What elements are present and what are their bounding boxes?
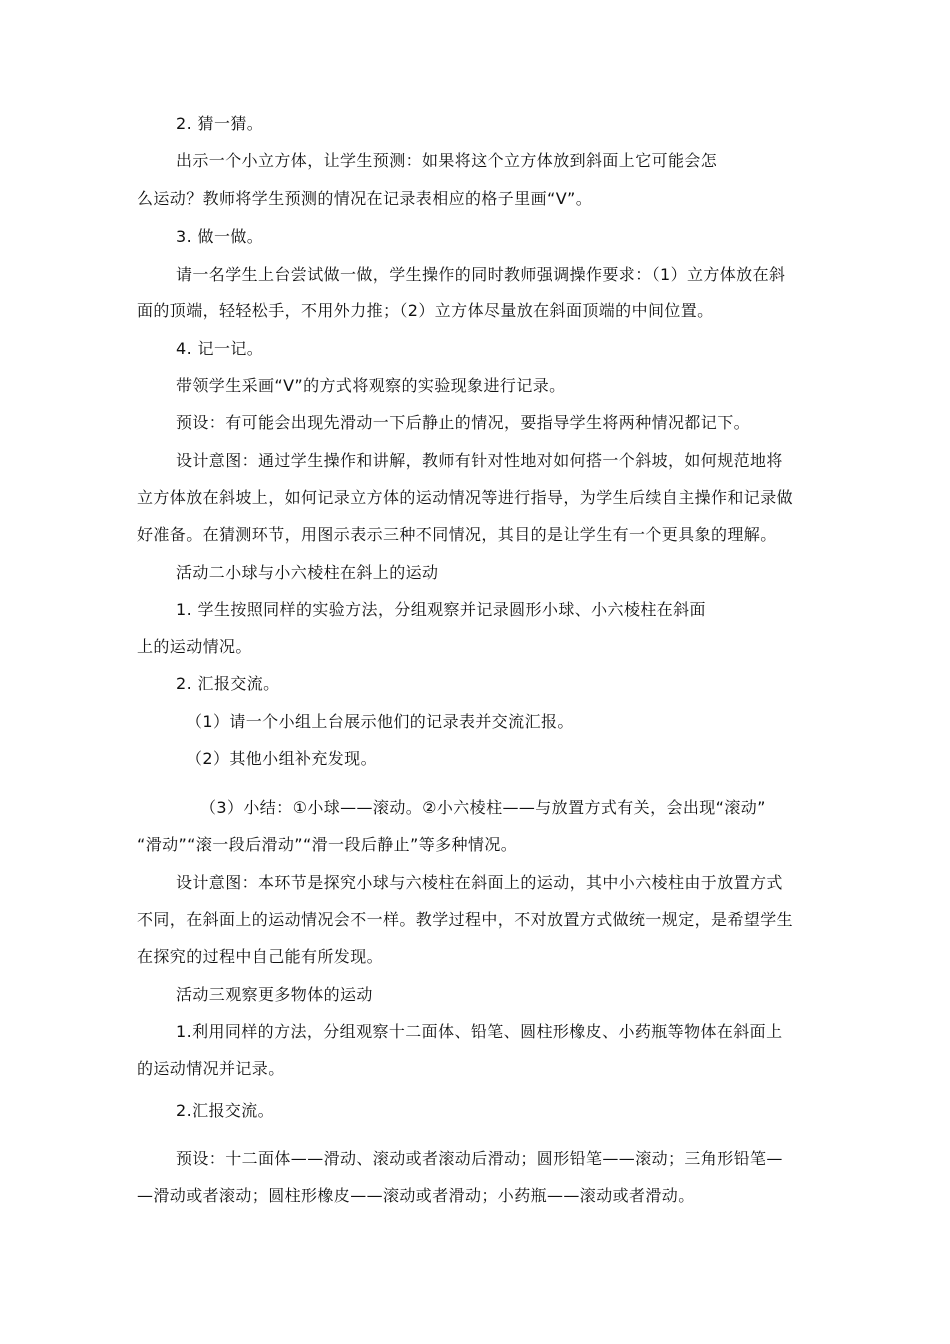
paragraph-line: 么运动？教师将学生预测的情况在记录表相应的格子里画“V”。 <box>137 189 593 208</box>
step-heading: 2. 汇报交流。 <box>176 674 280 693</box>
paragraph-line: 立方体放在斜坡上，如何记录立方体的运动情况等进行指导，为学生后续自主操作和记录做 <box>137 488 794 507</box>
paragraph-line: 好准备。在猜测环节，用图示表示三种不同情况，其目的是让学生有一个更具象的理解。 <box>137 525 777 544</box>
paragraph-line: 上的运动情况。 <box>137 637 252 656</box>
paragraph-line: （3）小结：①小球——滚动。②小六棱柱——与放置方式有关，会出现“滚动” <box>200 798 766 817</box>
paragraph-line: 在探究的过程中自己能有所发现。 <box>137 947 384 966</box>
paragraph-line: “滑动”“滚一段后滑动”“滑一段后静止”等多种情况。 <box>137 835 518 854</box>
paragraph-line: 不同，在斜面上的运动情况会不一样。教学过程中，不对放置方式做统一规定，是希望学生 <box>137 910 794 929</box>
paragraph-line: （1）请一个小组上台展示他们的记录表并交流汇报。 <box>186 712 574 731</box>
paragraph-line: 1. 学生按照同样的实验方法，分组观察并记录圆形小球、小六棱柱在斜面 <box>176 600 706 619</box>
paragraph-line: 面的顶端，轻轻松手，不用外力推；（2）立方体尽量放在斜面顶端的中间位置。 <box>137 301 714 320</box>
paragraph-line: 的运动情况并记录。 <box>137 1059 285 1078</box>
activity-3-heading: 活动三观察更多物体的运动 <box>176 985 373 1004</box>
paragraph-line: 设计意图：本环节是探究小球与六棱柱在斜面上的运动，其中小六棱柱由于放置方式 <box>176 873 783 892</box>
paragraph-line: 请一名学生上台尝试做一做，学生操作的同时教师强调操作要求：（1）立方体放在斜 <box>176 265 786 284</box>
paragraph-line: 1.利用同样的方法，分组观察十二面体、铅笔、圆柱形橡皮、小药瓶等物体在斜面上 <box>176 1022 783 1041</box>
paragraph-line: 设计意图：通过学生操作和讲解，教师有针对性地对如何搭一个斜坡，如何规范地将 <box>176 451 783 470</box>
paragraph-line: 带领学生采画“V”的方式将观察的实验现象进行记录。 <box>176 376 566 395</box>
step-heading: 2.汇报交流。 <box>176 1101 275 1120</box>
activity-2-heading: 活动二小球与小六棱柱在斜上的运动 <box>176 563 439 582</box>
paragraph-line: 出示一个小立方体，让学生预测：如果将这个立方体放到斜面上它可能会怎 <box>176 151 718 170</box>
paragraph-line: （2）其他小组补充发现。 <box>186 749 377 768</box>
paragraph-line: —滑动或者滚动；圆柱形橡皮——滚动或者滑动；小药瓶——滚动或者滑动。 <box>137 1186 695 1205</box>
step-3-heading: 3. 做一做。 <box>176 227 264 246</box>
step-2-heading: 2. 猜一猜。 <box>176 114 264 133</box>
paragraph-line: 预设：十二面体——滑动、滚动或者滚动后滑动；圆形铅笔——滚动；三角形铅笔— <box>176 1149 783 1168</box>
paragraph-line: 预设：有可能会出现先滑动一下后静止的情况，要指导学生将两种情况都记下。 <box>176 413 751 432</box>
step-4-heading: 4. 记一记。 <box>176 339 264 358</box>
